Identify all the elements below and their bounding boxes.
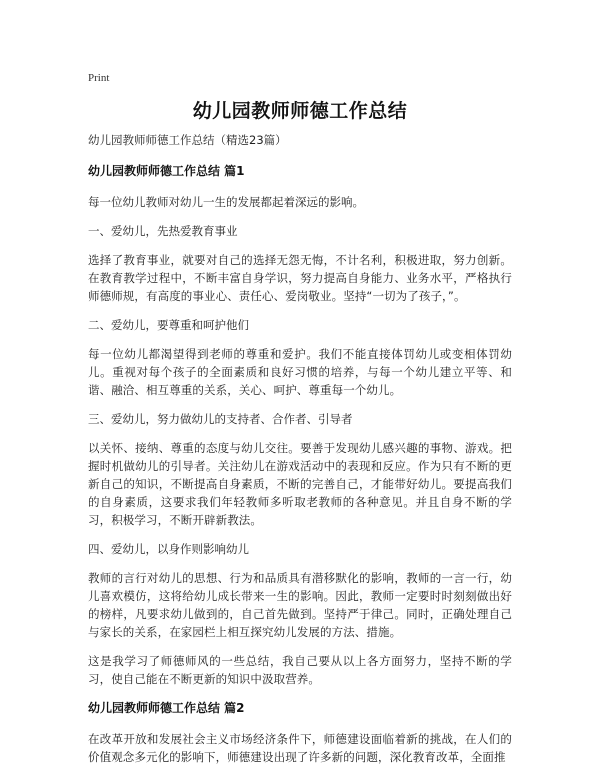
print-label[interactable]: Print [88, 72, 110, 84]
point-title: 四、爱幼儿，以身作则影响幼儿 [88, 542, 249, 556]
point-body: 教师的言行对幼儿的思想、行为和品质具有潜移默化的影响，教师的一言一行，幼儿喜欢模仿，这将给幼儿成长带来一生的影响。因此，教师一定要时时刻刻做出好的榜样，凡要求幼儿做到的，自己首先做到。坚持严于律己。同时，正确处理自己与家长的关系，在家园栏上相互探究幼儿发展的方法、措施。 [88, 571, 512, 639]
point-body: 每一位幼儿都渴望得到老师的尊重和爱护。我们不能直接体罚幼儿或变相体罚幼儿。重视对每个孩子的全面素质和良好习惯的培养，与每一个幼儿建立平等、和谐、融洽、相互尊重的关系，关心、呵护、尊重每一个幼儿。 [88, 347, 512, 397]
point-title: 一、爱幼儿，先热爱教育事业 [88, 224, 238, 238]
point-title: 三、爱幼儿，努力做幼儿的支持者、合作者、引导者 [88, 412, 353, 426]
page-title: 幼儿园教师师德工作总结 [192, 100, 408, 122]
document-body [88, 131, 512, 777]
document-subtitle: 幼儿园教师师德工作总结（精选23篇） [88, 133, 287, 147]
section-conclusion: 这是我学习了师德师风的一些总结，我自己要从以上各方面努力，坚持不断的学习，使自己能在不断更新的知识中汲取营养。 [88, 654, 512, 686]
section-intro: 每一位幼儿教师对幼儿一生的发展都起着深远的影响。 [88, 195, 364, 209]
section-heading: 幼儿园教师师德工作总结 篇1 [88, 164, 245, 178]
point-body: 选择了教育事业，就要对自己的选择无怨无悔，不计名利，积极进取，努力创新。在教育教学过程中，不断丰富自身学识，努力提高自身能力、业务水平，严格执行师德师规，有高度的事业心、责任心、爱岗敬业。坚持“一切为了孩子，”。 [88, 253, 512, 303]
point-body: 以关怀、接纳、尊重的态度与幼儿交往。要善于发现幼儿感兴趣的事物、游戏。把握时机做幼儿的引导者。关注幼儿在游戏活动中的表现和反应。作为只有不断的更新自己的知识，不断提高自身素质，不断的完善自己，才能带好幼儿。要提高我们的自身素质，这要求我们年轻教师多听取老教师的各种意见。并且自身不断的学习，积极学习，不断开辟新教法。 [88, 441, 512, 527]
point-title: 二、爱幼儿，要尊重和呵护他们 [88, 318, 249, 332]
section-heading: 幼儿园教师师德工作总结 篇2 [88, 701, 245, 715]
section-body: 在改革开放和发展社会主义市场经济条件下，师德建设面临着新的挑战，在人们的价值观念多元化的影响下，师德建设出现了许多新的问题，深化教育改革，全面推 [88, 732, 512, 764]
